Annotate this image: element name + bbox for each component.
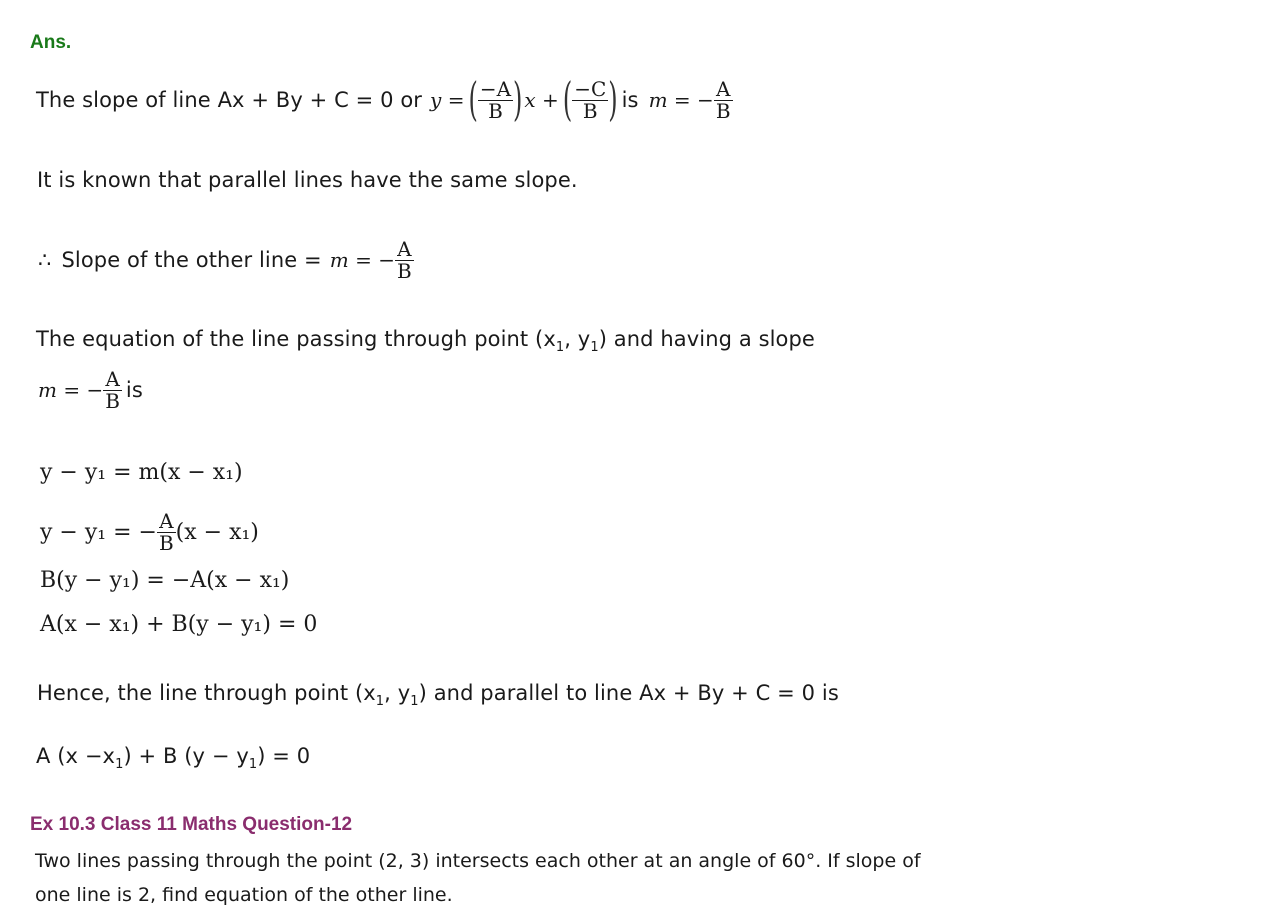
is-word: is: [621, 88, 639, 112]
fraction-a-over-b: [103, 366, 122, 413]
subscript: 1: [410, 694, 419, 710]
parallel-lines-statement: It is known that parallel lines have the same slope.: [37, 168, 578, 192]
fraction-numerator: A: [157, 511, 176, 533]
question-line-2: one line is 2, find equation of the other line.: [35, 884, 453, 906]
slope-statement-text: The slope of line Ax + By + C = 0 or: [36, 88, 423, 112]
equation-2-right: (x − x₁): [175, 519, 259, 545]
answer-label: Ans.: [30, 32, 72, 53]
equation-2: [40, 503, 259, 561]
fraction-denominator: B: [488, 98, 503, 123]
fraction-denominator: B: [105, 388, 120, 413]
y-equals: y =: [430, 88, 465, 112]
fraction-a-over-b: [395, 236, 414, 283]
left-paren: (: [468, 73, 478, 127]
m-equals: m = −: [648, 88, 714, 112]
final-text-after: ) = 0: [257, 744, 311, 768]
conclusion-statement: [37, 681, 839, 709]
fraction-a-over-b: [157, 508, 176, 555]
fraction-numerator: A: [395, 239, 414, 261]
equation-4: A(x − x₁) + B(y − y₁) = 0: [40, 612, 318, 637]
right-paren: ): [608, 73, 618, 127]
final-text-before: A (x −x: [36, 744, 116, 768]
slope-statement: [36, 66, 733, 134]
subscript: 1: [115, 757, 124, 773]
statement-text-mid: , y: [564, 327, 591, 351]
fraction-denominator: B: [715, 98, 731, 123]
other-slope-statement: [38, 230, 414, 290]
fraction-a-over-b: [714, 76, 733, 123]
fraction-numerator: −C: [574, 76, 607, 101]
question-line-1: Two lines passing through the point (2, 3) intersects each other at an angle of 60°. If slope of: [35, 850, 921, 872]
equation-1: y − y₁ = m(x − x₁): [40, 460, 243, 485]
statement-text-after: ) and having a slope: [598, 327, 815, 351]
equation-3: B(y − y₁) = −A(x − x₁): [40, 568, 290, 593]
subscript: 1: [375, 694, 385, 710]
fraction-numerator: A: [103, 369, 122, 391]
fraction-denominator: B: [158, 530, 174, 555]
m-equals: m = −: [38, 378, 104, 402]
slope-is-line: [38, 360, 143, 420]
subscript: 1: [248, 757, 258, 773]
is-word: is: [125, 378, 143, 402]
m-equals: m = −: [329, 248, 395, 272]
fraction-numerator: −A: [479, 76, 512, 101]
final-equation: [36, 744, 310, 772]
statement-text-before: The equation of the line passing through point (x: [36, 327, 556, 351]
statement-text-before: Hence, the line through point (x: [37, 681, 376, 705]
final-text-mid: ) + B (y − y: [123, 744, 249, 768]
fraction-denominator: B: [396, 258, 412, 283]
fraction-minus-c-over-b: [572, 76, 608, 123]
fraction-denominator: B: [582, 98, 598, 123]
x-plus: x +: [524, 88, 559, 112]
line-equation-statement: [36, 327, 815, 355]
subscript: 1: [555, 340, 565, 356]
subscript: 1: [590, 340, 599, 356]
right-paren: ): [513, 73, 523, 127]
left-paren: (: [562, 73, 573, 127]
question-heading: Ex 10.3 Class 11 Maths Question-12: [30, 814, 353, 835]
fraction-minus-a-over-b: [478, 76, 513, 123]
other-slope-text: Slope of the other line =: [61, 248, 322, 272]
statement-text-after: ) and parallel to line Ax + By + C = 0 is: [418, 681, 839, 705]
therefore-symbol: ∴: [38, 248, 52, 272]
equation-2-left: y − y₁ = −: [40, 519, 157, 545]
statement-text-mid: , y: [384, 681, 411, 705]
fraction-numerator: A: [714, 79, 733, 101]
